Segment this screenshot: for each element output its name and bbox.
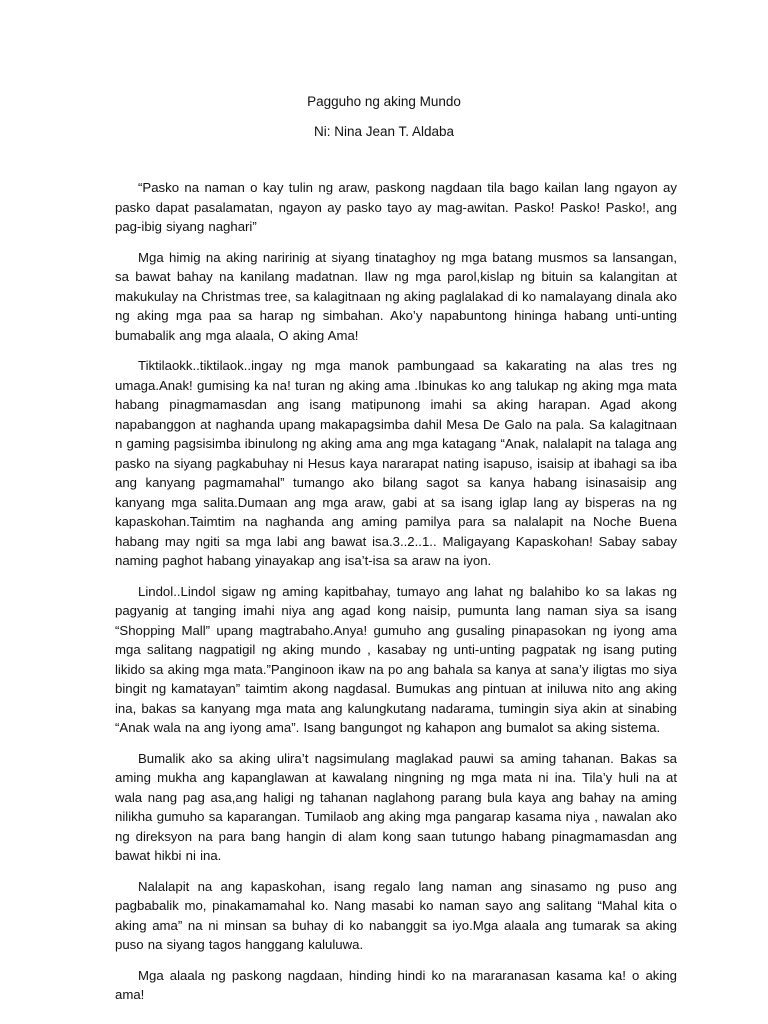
document-body — [115, 178, 677, 1016]
paragraph-5: Bumalik ako sa aking ulira’t nagsimulang maglakad pauwi sa aming tahanan. Bakas sa aming mukha ang kapanglawan at kawalang ningning ng mga mata ni ina. Tila’y huli na at wala nang pag asa,ang haligi ng tahanan naglahong parang bula kaya ang bahay na aming nilikha gumuho sa kaparangan. Tumilaob ang aking mga pangarap kasama niya , nawalan ako ng direksyon na para bang hangin di alam kong saan tutungo habang pinagmamasdan ang bawat hikbi ni ina. — [115, 750, 677, 863]
paragraph-4: Lindol..Lindol sigaw ng aming kapitbahay, tumayo ang lahat ng balahibo ko sa lakas ng pagyanig at tanging imahi niya ang agad kong naisip, pumunta lang naman siya sa isang “Shopping Mall” upang magtrabaho.Anya! gumuho ang gusaling pinapasokan ng iyong ama mga salitang nagpatigil ng aking mundo , kasabay ng unti-unting pagpatak ng isang puting likido sa aking mga mata.”Panginoon ikaw na po ang bahala sa kanya at sana’y iligtas mo siya bingit ng kamatayan” taimtim akong nagdasal. Bumukas ang pintuan at iniluwa nito ang aking ina, bakas sa kanyang mga mata ang kalungkutang nadarama, tumingin siya akin at sinabing “Anak wala na ang iyong ama”. Isang bangungot ng kahapon ang bumalot sa aking sistema. — [115, 583, 677, 735]
paragraph-6: Nalalapit na ang kapaskohan, isang regalo lang naman ang sinasamo ng puso ang pagbabalik mo, pinakamamahal ko. Nang masabi ko naman sayo ang salitang “Mahal kita o aking ama” na ni minsan sa buhay di ko nabanggit sa iyo.Mga alaala ang tumarak sa aking puso na siyang tagos hanggang kaluluwa. — [115, 878, 677, 952]
document-author: Ni: Nina Jean T. Aldaba — [313, 124, 455, 139]
paragraph-7: Mga alaala ng paskong nagdaan, hinding hindi ko na mararanasan kasama ka! o aking ama! — [115, 967, 677, 1002]
document-title: Pagguho ng aking Mundo — [307, 94, 461, 109]
paragraph-1: “Pasko na naman o kay tulin ng araw, paskong nagdaan tila bago kailan lang ngayon ay pasko dapat pasalamatan, ngayon ay pasko tayo ay mag-awitan. Pasko! Pasko! Pasko!, ang pag-ibig siyang naghari” — [115, 180, 677, 234]
paragraph-3: Tiktilaokk..tiktilaok..ingay ng mga manok pambungaad sa kakarating na alas tres ng umaga.Anak! gumising ka na! turan ng aking ama .Ibinukas ko ang talukap ng aking mga mata habang pinagmamasdan ang isang matipunong imahi sa aking harapan. Agad akong napabanggon at naghanda upang makapagsimba dahil Mesa De Galo na pala. Sa kalagitnaan n gaming pagsisimba ibinulong ng aking ama ang mga katagang “Anak, nalalapit na talaga ang pasko na siyang pagkabuhay ni Hesus kaya nararapat nating isapuso, isaisip at ibahagi sa iba ang kanyang pagmamahal” tumango ako bilang sagot sa kanya habang isinasaisip ang kanyang mga salita.Dumaan ang mga araw, gabi at sa isang iglap lang ay bisperas na ng kapaskohan.Taimtim na naghanda ang aming pamilya para sa nalalapit na Noche Buena habang may ngiti sa mga labi ang bawat isa.3..2..1.. Maligayang Kapaskohan! Sabay sabay naming paghot habang yinayakap ang isa’t-isa sa araw na iyon. — [115, 358, 677, 568]
paragraph-2: Mga himig na aking naririnig at siyang tinataghoy ng mga batang musmos sa lansangan, sa bawat bahay na kanilang madatnan. Ilaw ng mga parol,kislap ng bituin sa kalangitan at makukulay na Christmas tree, sa kalagitnaan ng aking paglalakad di ko namalayang dinala ako ng aking mga paa sa harap ng simbahan. Ako’y napabuntong hininga habang unti-unting bumabalik ang mga alaala, O aking Ama! — [115, 249, 677, 343]
